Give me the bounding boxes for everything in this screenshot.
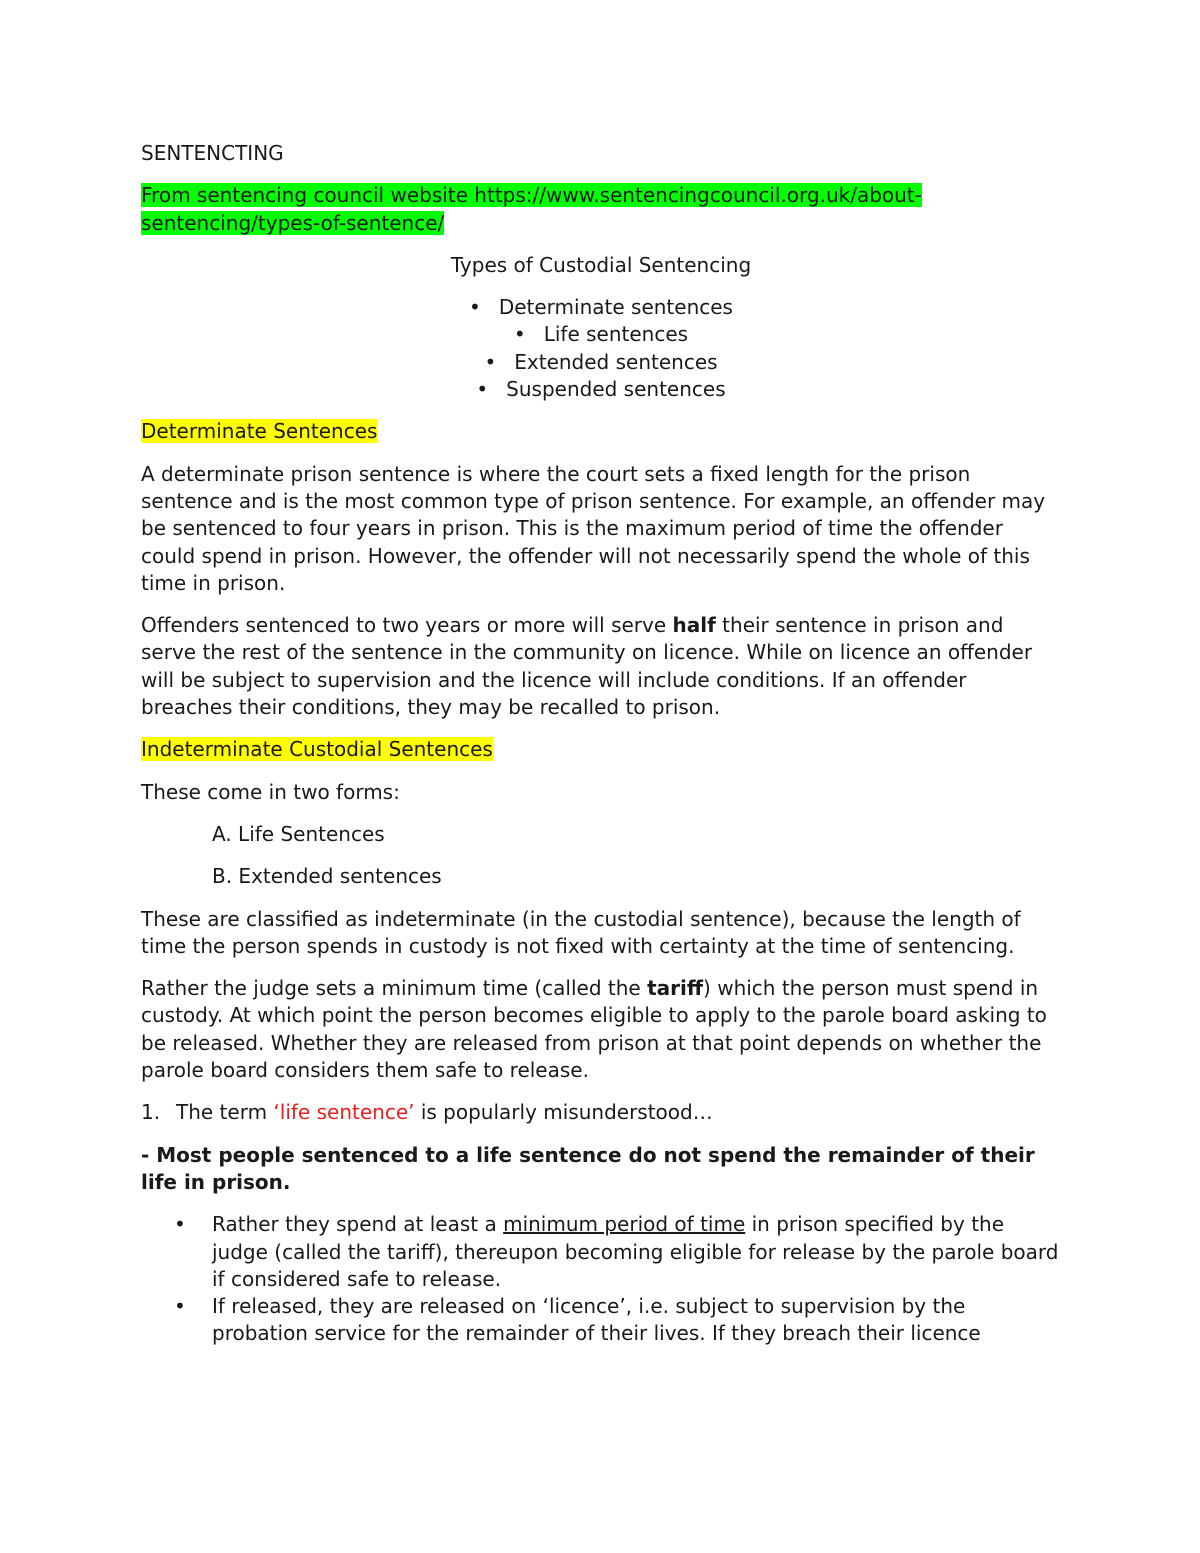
bullet-icon: • <box>476 377 489 402</box>
determinate-paragraph-1: A determinate prison sentence is where the court sets a fixed length for the prison sentence and is the most common type of prison sentence. For example, an offender may be sentenced to four years in prison. This is the maximum period of time the offender could spend in prison. However, the offender will not necessarily spend the whole of this time in prison. <box>141 461 1046 595</box>
tariff-paragraph <box>141 975 1061 1084</box>
determinate-paragraph-2 <box>141 612 1061 721</box>
red-text-run: ‘life sentence’ <box>273 1100 415 1125</box>
list-item-label: Determinate sentences <box>498 295 733 320</box>
list-item <box>141 349 1061 376</box>
bullet-icon: • <box>469 295 481 320</box>
list-item-label: Life sentences <box>543 322 689 347</box>
indeterminate-heading: Indeterminate Custodial Sentences <box>141 737 493 762</box>
form-item-a: A. Life Sentences <box>212 821 385 846</box>
document-page <box>141 140 1061 1348</box>
list-item <box>141 1293 1061 1348</box>
bullet-icon: • <box>513 322 526 347</box>
text-run: Rather they spend at least a <box>212 1212 504 1237</box>
list-number: 1. <box>141 1100 161 1125</box>
bold-text-run: half <box>672 613 716 638</box>
bullet-icon: • <box>484 349 497 374</box>
text-run: The term <box>176 1100 274 1125</box>
text-run: their sentence in prison and serve the rest of the sentence in the community on licence. While on licence an offender will be subject to supervision and the licence will include conditions. If an offender breaches their conditions, they may be recalled to prison. <box>141 613 1033 720</box>
text-run: If released, they are released on ‘licence’, i.e. subject to supervision by the probation service for the remainder of their lives. If they breach their licence <box>212 1294 981 1346</box>
types-list <box>141 294 1061 403</box>
types-heading: Types of Custodial Sentencing <box>450 252 752 277</box>
text-run: Offenders sentenced to two years or more will serve <box>141 613 673 638</box>
list-item <box>141 376 1061 403</box>
list-item-label: Extended sentences <box>514 349 718 374</box>
determinate-heading-row <box>141 418 1061 445</box>
text-run: ) which the person must spend in custody. At which point the person becomes eligible to apply to the parole board asking to be released. Whether they are released from prison at that point depends on whether the parole board considers them safe to release. <box>141 976 1047 1083</box>
numbered-item-1 <box>141 1099 1061 1126</box>
list-item <box>141 321 1061 348</box>
source-link-text[interactable]: From sentencing council website https://www.sentencingcouncil.org.uk/about-sentencing/types-of-sentence/ <box>141 183 922 235</box>
bold-text-run: tariff <box>647 976 704 1001</box>
text-run: in prison specified by the judge (called the tariff), thereupon becoming eligible for release by the parole board if considered safe to release. <box>212 1212 1059 1291</box>
form-item-b: B. Extended sentences <box>212 864 442 889</box>
forms-intro: These come in two forms: <box>141 779 400 804</box>
text-run: Rather the judge sets a minimum time (called the <box>141 976 648 1001</box>
bold-text-run: - Most people sentenced to a life sentence do not spend the remainder of their life in prison. <box>141 1142 1035 1194</box>
bold-statement <box>141 1142 1061 1197</box>
text-run: is popularly misunderstood… <box>414 1100 713 1125</box>
indeterminate-heading-row <box>141 736 1061 763</box>
classified-paragraph: These are classified as indeterminate (in the custodial sentence), because the length of time the person spends in custody is not fixed with certainty at the time of sentencing. <box>141 906 1021 958</box>
underlined-text-run: minimum period of time <box>503 1212 746 1237</box>
bullet-icon: • <box>174 1294 186 1319</box>
bullet-icon: • <box>174 1212 186 1237</box>
document-title: SENTENCTING <box>141 141 284 165</box>
list-item <box>141 1211 1061 1293</box>
source-line <box>141 182 1061 237</box>
life-sentence-bullets <box>141 1211 1061 1347</box>
list-item <box>141 294 1061 321</box>
determinate-heading: Determinate Sentences <box>141 419 378 444</box>
list-item-label: Suspended sentences <box>506 377 726 402</box>
